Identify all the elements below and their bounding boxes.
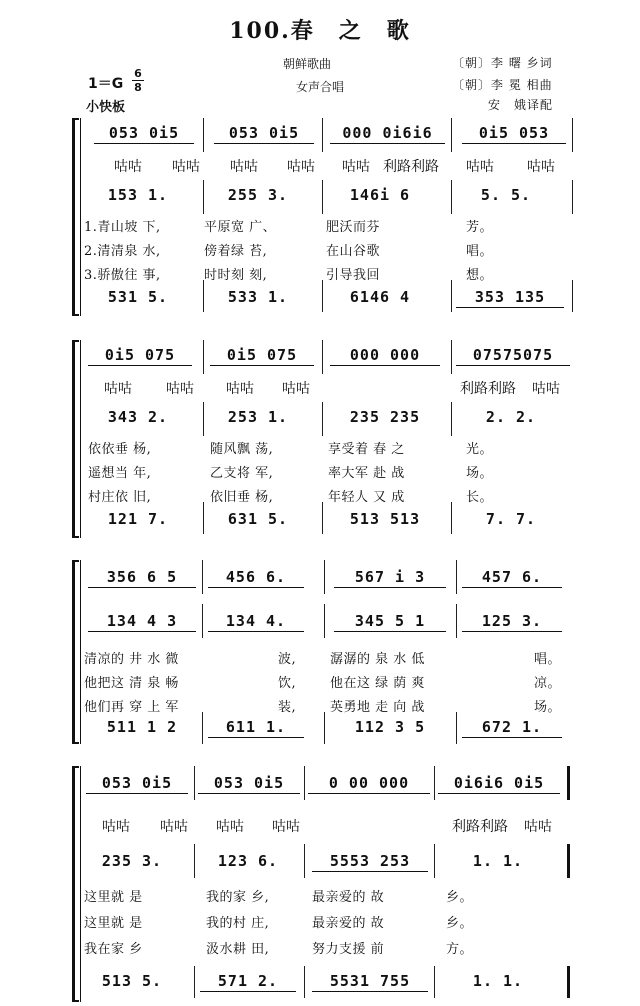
verse-lyric: 乡。	[446, 890, 474, 905]
measure-notes: 531 5.	[107, 288, 169, 306]
call-word: 咕咕	[466, 159, 494, 175]
measure-notes: 0i5 075	[210, 346, 314, 366]
measure-notes: 356 6 5	[88, 568, 196, 588]
call-words-line	[72, 378, 578, 402]
measure-notes: 112 3 5	[354, 718, 426, 736]
call-word: 咕咕	[230, 159, 258, 175]
verse-lyric: 他把这 清 泉 畅	[84, 676, 179, 691]
verse-lyric: 凉。	[534, 676, 562, 691]
bass-line	[72, 718, 578, 742]
verse-lyric: 想。	[466, 268, 494, 283]
verse-lyric: 努力支援 前	[312, 942, 385, 957]
bass-line	[72, 510, 578, 534]
verse-lyric: 傍着绿 苔,	[204, 244, 268, 259]
measure-notes: 5553 253	[312, 852, 428, 872]
measure-notes: 345 5 1	[334, 612, 446, 632]
verse-lyric: 这里就 是	[84, 890, 143, 905]
verse-lyric: 潺潺的 泉 水 低	[330, 652, 425, 667]
verse-lyric: 汲水耕 田,	[206, 942, 270, 957]
measure-notes: 456 6.	[208, 568, 304, 588]
verse-lyric: 这里就 是	[84, 916, 143, 931]
system-bracket	[72, 766, 79, 1002]
verse-lyric: 波,	[278, 652, 297, 667]
meter-top: 6	[134, 67, 142, 80]
alto-line	[72, 408, 578, 432]
alto-line	[72, 186, 578, 210]
measure-notes: 672 1.	[462, 718, 562, 738]
measure-notes: 513 513	[349, 510, 421, 528]
measure-notes: 511 1 2	[106, 718, 178, 736]
measure-notes: 5531 755	[312, 972, 428, 992]
verse-lyric: 引导我回	[326, 268, 381, 283]
call-word: 咕咕	[532, 381, 560, 397]
score-system-4	[72, 766, 578, 1002]
call-word: 咕咕	[172, 159, 200, 175]
verse-lyric: 依依垂 杨,	[88, 442, 152, 457]
verse-lyric: 随风飘 荡,	[210, 442, 274, 457]
measure-notes: 053 0i5	[94, 124, 194, 144]
verse-lyric: 村庄依 旧,	[88, 490, 152, 505]
call-word: 咕咕	[282, 381, 310, 397]
measure-notes: 121 7.	[107, 510, 169, 528]
call-word: 咕咕	[104, 381, 132, 397]
verse-lyric: 场。	[466, 466, 494, 481]
call-word: 咕咕	[342, 159, 370, 175]
measure-notes: 000 000	[330, 346, 440, 366]
verse-lyric: 最亲爱的 故	[312, 890, 385, 905]
meter-bottom: 8	[134, 81, 142, 94]
measure-notes: 134 4 3	[88, 612, 196, 632]
measure-notes: 631 5.	[227, 510, 289, 528]
verse-lyric: 肥沃而芬	[326, 220, 381, 235]
measure-notes: 0i5 075	[88, 346, 192, 366]
verse-lyric: 唱。	[466, 244, 494, 259]
verse-lyric: 年轻人 又 成	[328, 490, 405, 505]
call-word: 咕咕	[226, 381, 254, 397]
song-voicing: 女声合唱	[296, 80, 345, 94]
lyricist-credit: 〔朝〕李 曙 乡词	[452, 56, 553, 70]
measure-notes: 146i 6	[349, 186, 411, 204]
time-signature	[132, 68, 144, 93]
measure-notes: 153 1.	[107, 186, 169, 204]
verse-lyric: 芳。	[466, 220, 494, 235]
song-title: 100.春 之 歌	[229, 18, 411, 44]
verse-lyric: 光。	[466, 442, 494, 457]
measure-notes: 513 5.	[101, 972, 163, 990]
call-word: 咕咕	[527, 159, 555, 175]
soprano-line	[72, 124, 578, 148]
measure-notes: 0i6i6 0i5	[438, 774, 560, 794]
verse-lyric: 我的家 乡,	[206, 890, 270, 905]
measure-notes: 533 1.	[227, 288, 289, 306]
verse-lyric: 依旧垂 杨,	[210, 490, 274, 505]
system-inner-line	[80, 766, 81, 1002]
measure-notes: 343 2.	[107, 408, 169, 426]
translator-credit: 安 娥译配	[488, 98, 554, 112]
call-word: 咕咕	[272, 819, 300, 835]
call-words-line	[72, 816, 578, 840]
call-word: 利路利路	[383, 159, 439, 175]
measure-notes: 253 1.	[227, 408, 289, 426]
call-words-line	[72, 156, 578, 180]
call-word: 咕咕	[114, 159, 142, 175]
verse-lyric: 享受着 春 之	[328, 442, 405, 457]
verse-lyric: 平原宽 广、	[204, 220, 277, 235]
alto-line	[72, 852, 578, 876]
verse-lyric: 率大军 赴 战	[328, 466, 405, 481]
measure-notes: 255 3.	[227, 186, 289, 204]
verse-lyric: 乙支将 军,	[210, 466, 274, 481]
measure-notes: 0i5 053	[462, 124, 566, 144]
measure-notes: 457 6.	[462, 568, 562, 588]
call-word: 咕咕	[216, 819, 244, 835]
measure-notes: 1. 1.	[472, 972, 524, 990]
measure-notes: 053 0i5	[86, 774, 188, 794]
verse-lyric: 清凉的 井 水 微	[84, 652, 179, 667]
measure-notes: 571 2.	[200, 972, 296, 992]
tempo-marking: 小快板	[86, 100, 126, 115]
verse-lyric: 我在家 乡	[84, 942, 143, 957]
measure-notes: 5. 5.	[480, 186, 532, 204]
measure-notes: 07575075	[456, 346, 570, 366]
verse-lyric: 他在这 绿 荫 爽	[330, 676, 425, 691]
measure-notes: 567 i 3	[334, 568, 446, 588]
verse-lyric: 长。	[466, 490, 494, 505]
verse-lyric: 在山谷歌	[326, 244, 381, 259]
verse-lyric: 英勇地 走 向 战	[330, 700, 425, 715]
measure-notes: 123 6.	[217, 852, 279, 870]
verse-lyric: 装,	[278, 700, 297, 715]
bass-line	[72, 288, 578, 312]
verse-lyric: 3.骄傲往 事,	[84, 268, 161, 283]
verse-lyric: 饮,	[278, 676, 297, 691]
measure-notes: 134 4.	[208, 612, 304, 632]
verse-lyric: 遥想当 年,	[88, 466, 152, 481]
soprano-line	[72, 774, 578, 798]
measure-notes: 1. 1.	[472, 852, 524, 870]
composer-credit: 〔朝〕李 冕 相曲	[452, 78, 553, 92]
call-word: 利路利路	[452, 819, 508, 835]
call-word: 咕咕	[102, 819, 130, 835]
score-system-2	[72, 340, 578, 538]
measure-notes: 611 1.	[208, 718, 304, 738]
measure-notes: 000 0i6i6	[330, 124, 445, 144]
verse-lyric: 唱。	[534, 652, 562, 667]
measure-notes: 2. 2.	[485, 408, 537, 426]
verse-lyric: 方。	[446, 942, 474, 957]
measure-notes: 053 0i5	[198, 774, 300, 794]
measure-notes: 353 135	[456, 288, 564, 308]
soprano-line	[72, 346, 578, 370]
score-system-1	[72, 118, 578, 316]
verse-lyric: 我的村 庄,	[206, 916, 270, 931]
key-signature: 1＝G	[88, 76, 124, 92]
measure-notes: 235 3.	[101, 852, 163, 870]
measure-notes: 125 3.	[462, 612, 562, 632]
call-word: 咕咕	[160, 819, 188, 835]
measure-notes: 235 235	[349, 408, 421, 426]
measure-notes: 0 00 000	[308, 774, 430, 794]
alto-line	[72, 612, 578, 636]
soprano-line	[72, 568, 578, 592]
verse-lyric: 场。	[534, 700, 562, 715]
verse-lyric: 最亲爱的 故	[312, 916, 385, 931]
measure-notes: 7. 7.	[485, 510, 537, 528]
call-word: 咕咕	[287, 159, 315, 175]
verse-lyric: 2.清清泉 水,	[84, 244, 161, 259]
verse-lyric: 乡。	[446, 916, 474, 931]
bass-line	[72, 972, 578, 996]
measure-notes: 053 0i5	[214, 124, 314, 144]
call-word: 咕咕	[166, 381, 194, 397]
call-word: 利路利路	[460, 381, 516, 397]
verse-lyric: 时时刻 刻,	[204, 268, 268, 283]
score-system-3	[72, 560, 578, 744]
call-word: 咕咕	[524, 819, 552, 835]
verse-lyric: 他们再 穿 上 军	[84, 700, 179, 715]
measure-notes: 6146 4	[349, 288, 411, 306]
verse-lyric: 1.青山坡 下,	[84, 220, 161, 235]
song-origin: 朝鲜歌曲	[283, 57, 332, 71]
